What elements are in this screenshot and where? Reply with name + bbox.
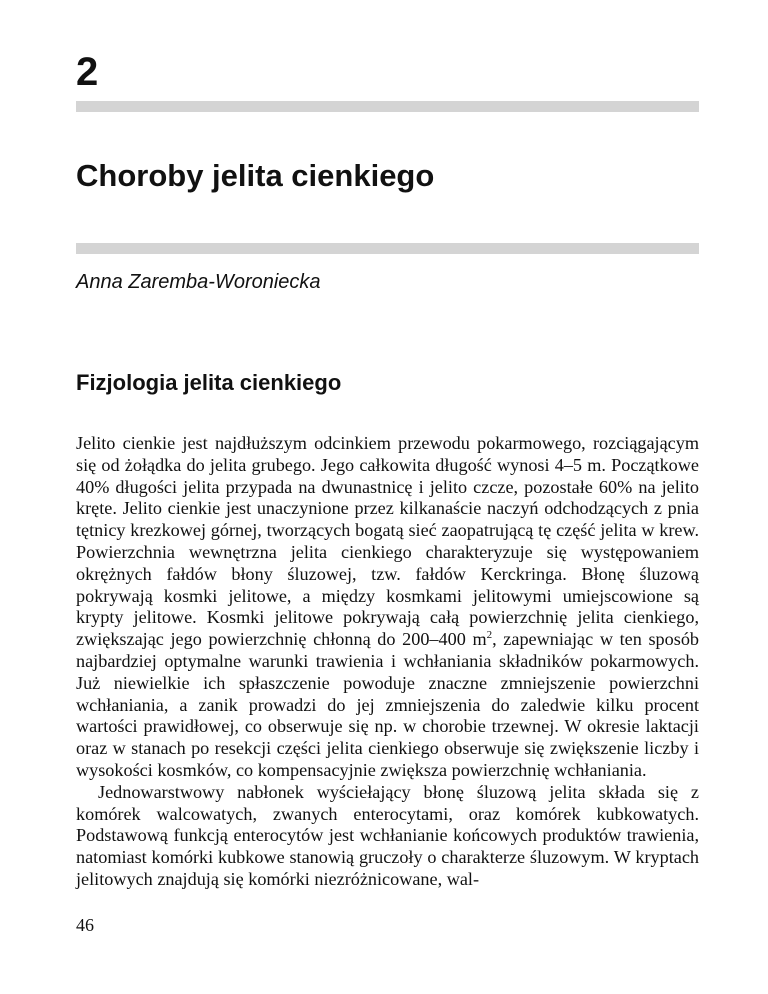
chapter-title: Choroby jelita cienkiego: [76, 158, 435, 193]
paragraph-1-part-1: Jelito cienkie jest najdłuższym odcinkiem przewodu pokarmowego, rozciągającym się od żołądka do jelita grubego. Jego całkowita długość wynosi 4–5 m. Początkowe 40% długości jelita przypada na dwunastnicę i jelito czcze, pozostałe 60% na jelito kręte. Jelito cienkie jest unaczynione przez kilkanaście naczyń odchodzących z pnia tętnicy krezkowej górnej, tworzących bogatą sieć zaopatrującą tę część jelita w krew. Powierzchnia wewnętrzna jelita cienkiego charakteryzuje się występowaniem okrężnych fałdów błony śluzowej, tzw. fałdów Kerckringa. Błonę śluzową pokrywają kosmki jelitowe, a między kosmkami jelitowymi umiejscowione są krypty jelitowe. Kosmki jelitowe pokrywają całą powierzchnię jelita cienkiego, zwiększając jego powierzchnię chłonną do 200–400 m: [76, 433, 699, 650]
page-number: 46: [76, 915, 94, 935]
superscript-squared: 2: [486, 629, 493, 642]
body-text: [76, 433, 699, 891]
bottom-rule: [76, 243, 699, 254]
chapter-number: 2: [76, 50, 99, 94]
paragraph-1: [76, 433, 699, 782]
top-rule: [76, 101, 699, 112]
section-heading: Fizjologia jelita cienkiego: [76, 370, 342, 395]
paragraph-1-part-2: , zapewniając w ten sposób najbardziej optymalne warunki trawienia i wchłaniania składników pokarmowych. Już niewielkie ich spłaszczenie powoduje znaczne zmniejszenie powierzchni wchłaniania, a zanik prowadzi do jej zmniejszenia do zaledwie kilku procent wartości prawidłowej, co obserwuje się np. w chorobie trzewnej. W okresie laktacji oraz w stanach po resekcji części jelita cienkiego obserwuje się zwiększenie liczby i wysokości kosmków, co kompensacyjnie zwiększa powierzchnię wchłaniania.: [76, 629, 700, 780]
paragraph-2: Jednowarstwowy nabłonek wyściełający błonę śluzową jelita składa się z komórek walcowatych, zwanych enterocytami, oraz komórek kubkowatych. Podstawową funkcją enterocytów jest wchłanianie końcowych produktów trawienia, natomiast komórki kubkowe stanowią gruczoły o charakterze śluzowym. W kryptach jelitowych znajdują się komórki niezróżnicowane, wal-: [76, 781, 699, 889]
author-name: Anna Zaremba-Woroniecka: [76, 271, 321, 293]
